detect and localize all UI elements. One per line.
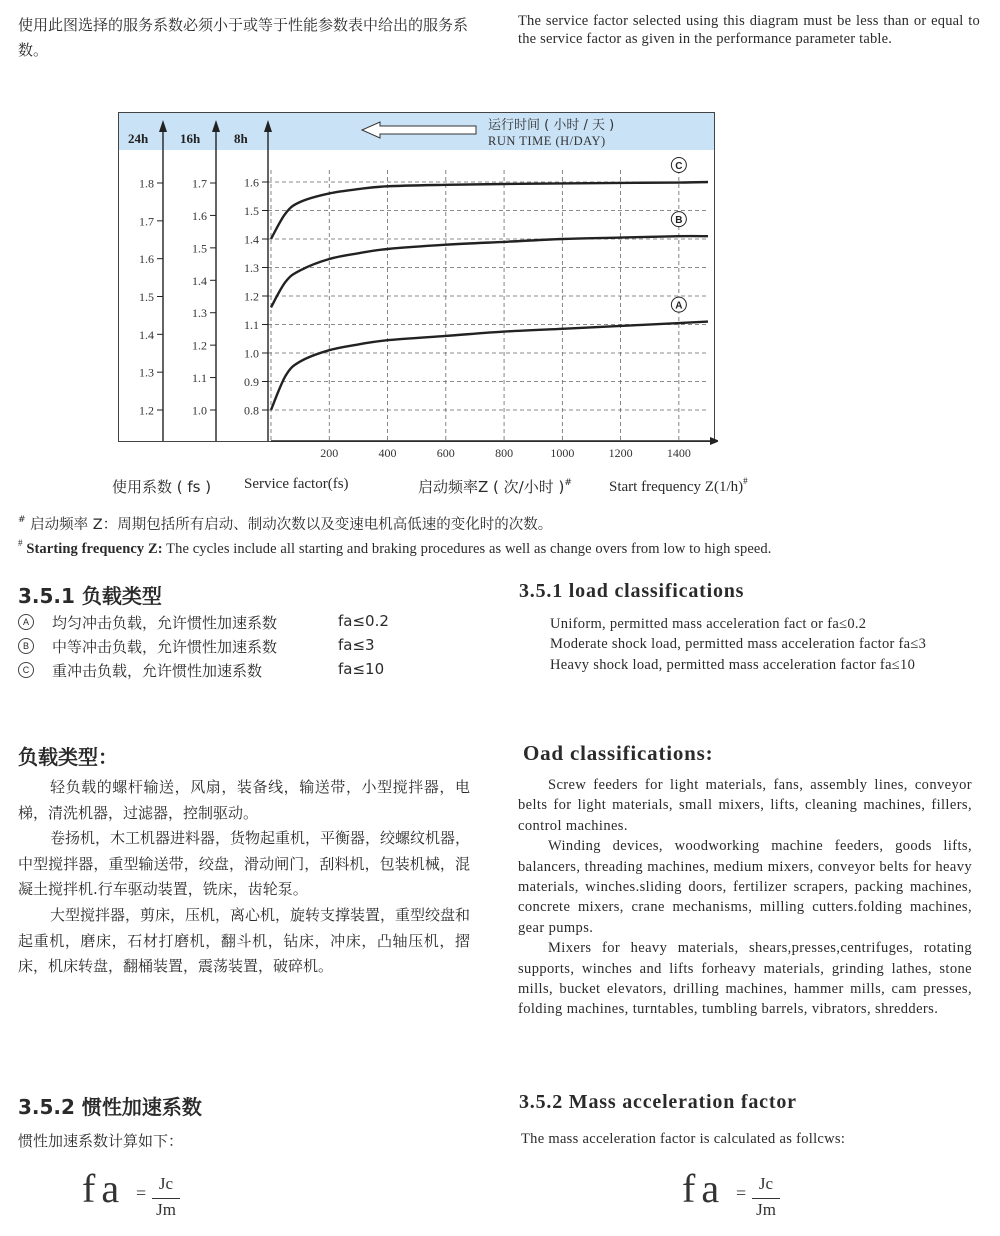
x-tick-label: 600: [436, 446, 455, 460]
formula-cn: [82, 1165, 282, 1225]
service-factor-chart: [118, 112, 718, 468]
run-time-label-en: RUN TIME (H/DAY): [488, 134, 606, 148]
circled-a-icon: A: [18, 614, 34, 630]
x-tick-label: 1400: [666, 446, 691, 460]
series-label-B: B: [675, 215, 683, 227]
chart-axis-captions: [112, 476, 832, 498]
axis-8h-tick-label: 1.2: [244, 289, 259, 304]
fraction-bar: [152, 1198, 180, 1199]
axis-8h-tick-label: 1.5: [244, 204, 259, 218]
axis-24h-tick-label: 1.7: [139, 214, 154, 229]
formula-lhs: fa: [82, 1166, 126, 1211]
axis-16h-tick-label: 1.2: [192, 338, 207, 353]
axis-24h-tick-label: 1.6: [139, 252, 154, 267]
run-time-label-cn: 运行时间 ( 小时 / 天 ): [488, 118, 615, 133]
load-class-c-fa: fa≤10: [338, 660, 385, 678]
x-tick-label: 400: [378, 446, 397, 460]
axis-16h-tick-label: 1.6: [192, 208, 207, 223]
section-352-title-en: 3.5.2 Mass acceleration factor: [519, 1091, 797, 1113]
axis-24h-tick-label: 1.8: [139, 176, 154, 191]
intro-text-cn: 使用此图选择的服务系数必须小于或等于性能参数表中给出的服务系数。: [18, 16, 469, 59]
load-class-a-fa: fa≤0.2: [338, 612, 389, 630]
formula-equals: =: [136, 1183, 147, 1203]
load-class-c-text: 重冲击负载，允许惯性加速系数: [52, 662, 263, 680]
footnote-en: # Starting frequency Z: The cycles include all starting and braking procedures as well as change overs from low to high speed.: [18, 538, 772, 557]
formula-denominator: Jm: [156, 1200, 176, 1219]
axis-24h-tick-label: 1.2: [139, 403, 154, 418]
service-factor-caption-cn: 使用系数 ( fs ): [112, 478, 212, 496]
load-class-b-en: Moderate shock load, permitted mass acceleration factor fa≤3: [550, 636, 927, 653]
series-label-A: A: [675, 300, 683, 312]
axis-8h-tick-label: 1.4: [244, 232, 259, 247]
circled-b-icon: B: [18, 638, 34, 654]
section-352-title-cn: 3.5.2 惯性加速系数: [18, 1095, 202, 1119]
axis-8h-tick-label: 1.6: [244, 175, 259, 190]
formula-denominator: Jm: [756, 1200, 776, 1219]
start-frequency-caption-en: Start frequency Z(1/h)#: [609, 476, 748, 495]
formula-lhs: fa: [682, 1166, 726, 1211]
load-classes-en: [518, 614, 978, 675]
load-type-heavy-cn: 大型搅拌器，剪床，压机，离心机，旋转支撑装置，重型绞盘和起重机，磨床，石材打磨机，翻斗机，钻床，冲床，凸轴压机，摺床，机床转盘，翻桶装置，震荡装置，破碎机。: [18, 905, 471, 976]
formula-equals: =: [736, 1183, 747, 1203]
series-marker-B: [671, 212, 686, 227]
calculation-intro-en: The mass acceleration factor is calculated as follcws:: [521, 1131, 846, 1147]
series-marker-C: [671, 158, 686, 173]
load-class-b-text: 中等冲击负载，允许惯性加速系数: [52, 638, 278, 656]
load-type-heavy-en: Mixers for heavy materials, shears,presses,centrifuges, rotating supports, winches and lifts forheavy materials, grinding lathes, stone mills, bucket elevators, drilling machines, hammer mills, cam presses, folding machines, turntables, tumbling barrels, vibrators, shredders.: [518, 940, 972, 1018]
load-class-a-text: 均匀冲击负载，允许惯性加速系数: [52, 614, 278, 632]
start-frequency-caption-cn: 启动频率Z ( 次/小时 )#: [418, 478, 572, 496]
axis-8h-tick-label: 1.3: [244, 261, 259, 275]
fraction-bar: [752, 1198, 780, 1199]
axis-8h-tick-label: 1.0: [244, 346, 259, 361]
axis-8h-tick-label: 1.1: [244, 318, 259, 332]
calculation-intro-cn: 惯性加速系数计算如下：: [18, 1132, 184, 1150]
service-factor-caption-en: Service factor(fs): [244, 476, 349, 492]
x-tick-label: 800: [495, 446, 514, 460]
load-types-en: [518, 775, 972, 1020]
series-line-A: [271, 322, 708, 410]
axis-16h-tick-label: 1.4: [192, 273, 207, 288]
axis-24h-tick-label: 1.4: [139, 327, 154, 342]
x-tick-label: 1200: [608, 446, 633, 460]
load-type-moderate-cn: 卷扬机，木工机器进料器，货物起重机，平衡器，绞螺纹机器，中型搅拌器，重型输送带，绞盘，滑动闸门，刮料机，包装机械，混凝土搅拌机.行车驱动装置，铣床，齿轮泵。: [18, 829, 471, 899]
axis-8h-tick-label: 0.8: [244, 403, 259, 418]
series-marker-A: [671, 297, 686, 312]
load-class-a-en: Uniform, permitted mass acceleration fact or fa≤0.2: [550, 616, 867, 632]
circled-c-icon: C: [18, 662, 34, 678]
footnote-cn: # 启动频率 Z：周期包括所有启动、制动次数以及变速电机高低速的变化时的次数。: [18, 515, 553, 533]
load-types-title-cn: 负载类型：: [18, 745, 118, 769]
formula-numerator: Jc: [158, 1174, 174, 1193]
axis-header-16h: 16h: [180, 131, 201, 146]
x-tick-label: 1000: [550, 446, 575, 460]
axis-16h-tick-label: 1.1: [192, 371, 207, 386]
load-class-b-fa: fa≤3: [338, 636, 375, 654]
formula-numerator: Jc: [758, 1174, 774, 1193]
load-type-light-cn: 轻负载的螺杆输送，风扇，装备线，输送带，小型搅拌器，电梯，清洗机器，过滤器，控制驱动。: [18, 778, 470, 822]
intro-text-en: The service factor selected using this diagram must be less than or equal to the service factor as given in the performance parameter table.: [518, 13, 980, 47]
load-type-moderate-en: Winding devices, woodworking machine feeders, goods lifts, balancers, threading machines, medium mixers, conveyor belts for heavy materials, winches.sliding doors, fertilizer scrapers, packing machines, concrete mixers, crane mechanisms, milling cutters.folding machines, gear pumps.: [518, 838, 972, 936]
x-tick-label: 200: [320, 446, 339, 460]
load-type-light-en: Screw feeders for light materials, fans, assembly lines, conveyor belts for light materials, small mixers, lifts, cleaning machines, fillers, control machines.: [518, 777, 972, 834]
axis-8h-tick-label: 0.9: [244, 375, 259, 389]
axis-header-24h: 24h: [128, 131, 149, 146]
axis-16h-tick-label: 1.3: [192, 306, 207, 321]
section-351-title-cn: 3.5.1 负载类型: [18, 584, 162, 608]
axis-16h-tick-label: 1.0: [192, 403, 207, 418]
axis-24h-tick-label: 1.3: [139, 365, 154, 380]
series-line-B: [271, 236, 708, 307]
load-types-cn: [18, 775, 470, 980]
series-label-C: C: [675, 161, 683, 172]
axis-16h-tick-label: 1.5: [192, 241, 207, 256]
section-351-title-en: 3.5.1 load classifications: [519, 580, 745, 602]
axis-16h-tick-label: 1.7: [192, 176, 207, 191]
load-class-c-en: Heavy shock load, permitted mass acceleration factor fa≤10: [550, 656, 916, 673]
axis-24h-tick-label: 1.5: [139, 290, 154, 304]
chart-frame: [119, 113, 715, 442]
load-types-title-en: Oad classifications:: [523, 741, 714, 765]
formula-en: [682, 1165, 882, 1225]
axis-header-8h: 8h: [234, 131, 248, 146]
